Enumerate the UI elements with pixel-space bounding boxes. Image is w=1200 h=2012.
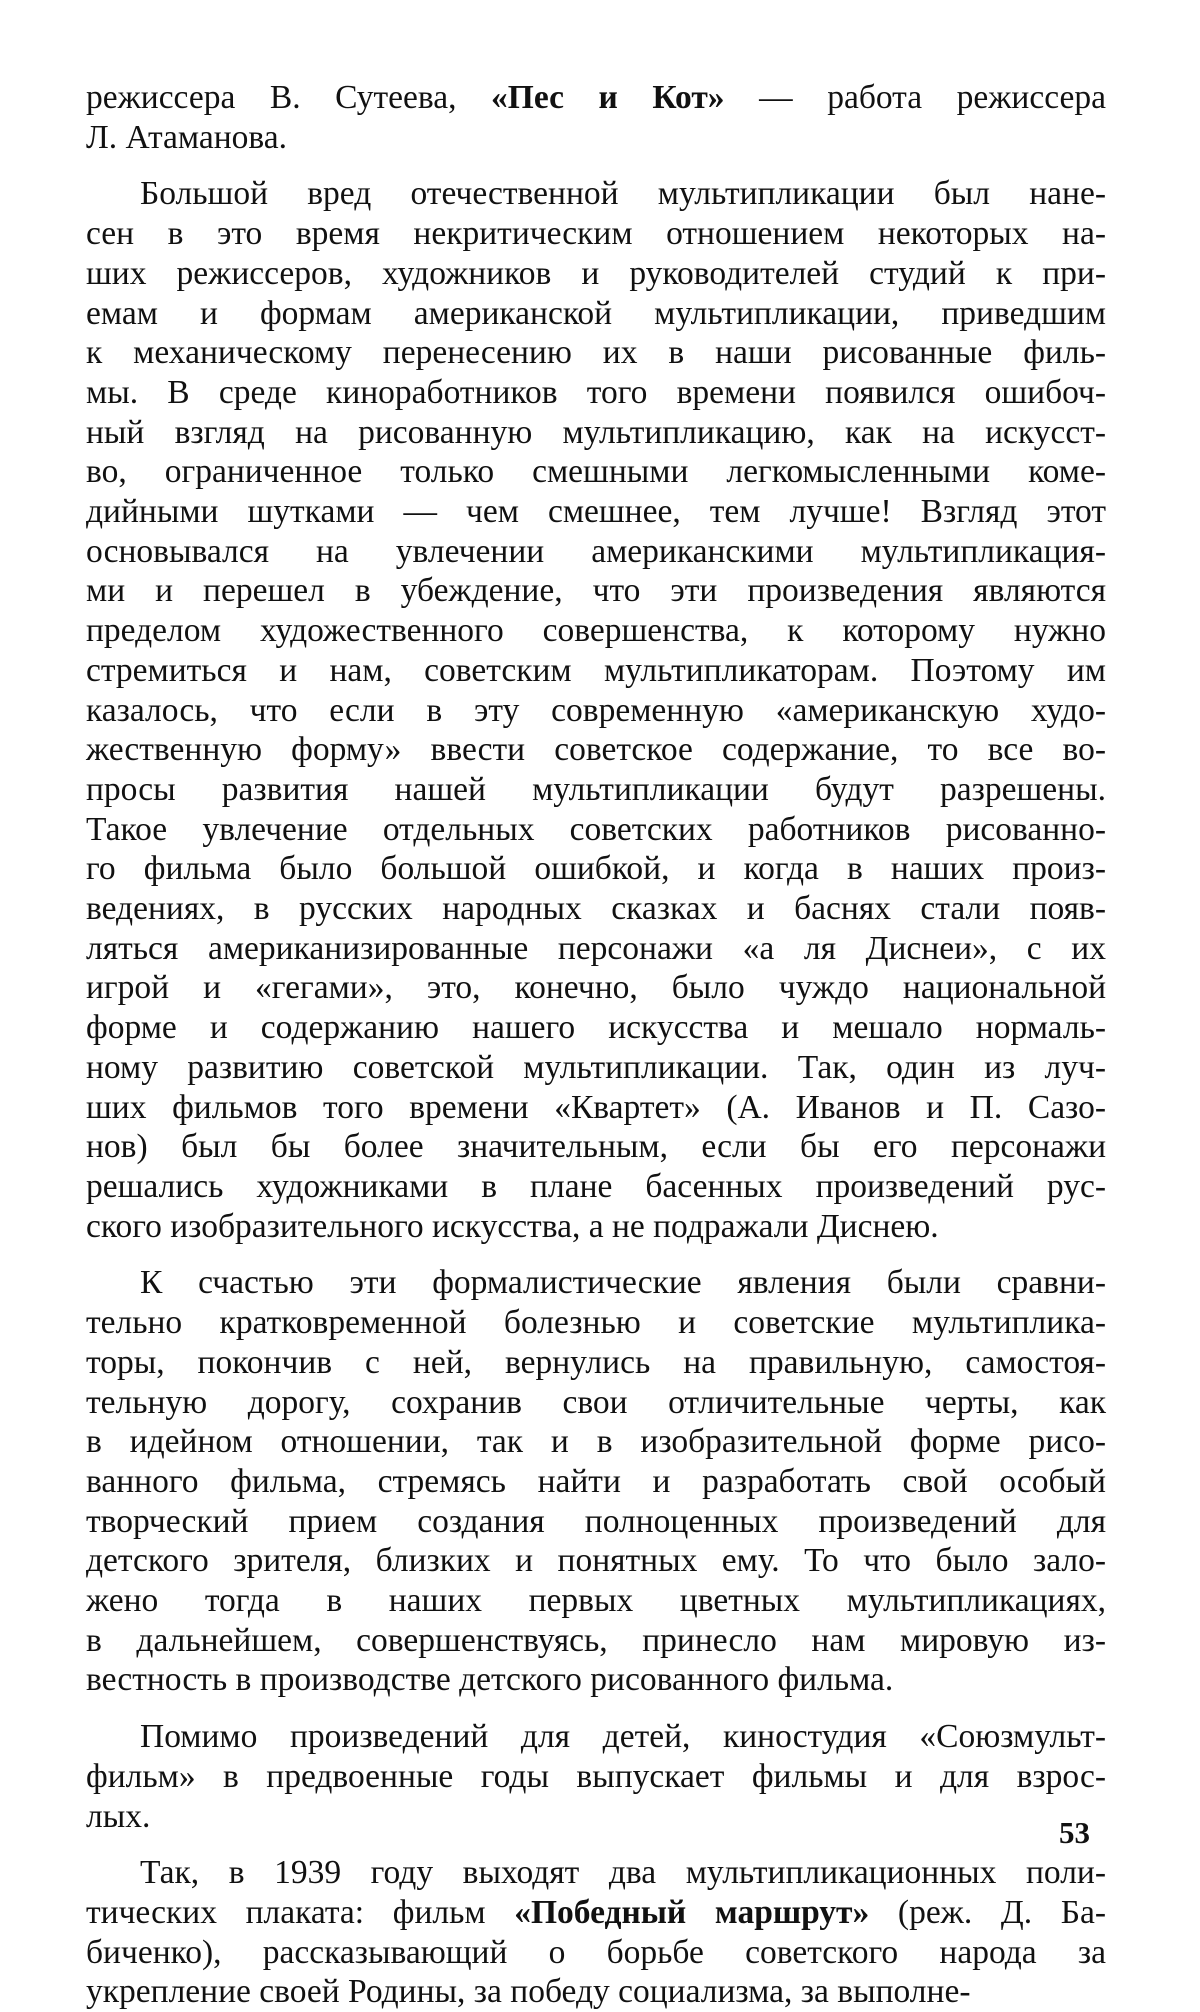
text-segment: в идейном отношении, так и в изобразительной форме рисо- [86, 1423, 1106, 1461]
text-segment: детского зрителя, близких и понятных ему. То что было зало- [86, 1542, 1106, 1580]
text-segment: К счастью эти формалистические явления были сравни- [140, 1264, 1106, 1302]
page-number: 53 [1059, 1815, 1090, 1850]
text-line [86, 1207, 1106, 1247]
text-segment: ляться американизированные персонажи «а ля Диснеи», с их [86, 929, 1106, 967]
paragraph [86, 174, 1106, 1246]
text-segment: ванного фильма, стремясь найти и разработать свой особый [86, 1462, 1106, 1500]
text-segment: емам и формам американской мультипликации, приведшим [86, 294, 1106, 332]
text-segment: Так, в 1939 году выходят два мультипликационных поли- [140, 1854, 1106, 1892]
text-line [86, 1972, 1106, 2012]
text-segment: дийными шутками — чем смешнее, тем лучше! Взгляд этот [86, 493, 1106, 531]
text-segment: жено тогда в наших первых цветных мультипликациях, [86, 1582, 1106, 1620]
text-line [86, 1008, 1106, 1048]
text-line [86, 1621, 1106, 1661]
film-title: «Пес и Кот» [491, 79, 725, 116]
text-segment: основывался на увлечении американскими мультипликация- [86, 532, 1106, 570]
text-line [86, 889, 1106, 929]
text-line [86, 929, 1106, 969]
paragraph [86, 1853, 1106, 2012]
text-line [86, 1263, 1106, 1303]
text-segment: лых. [86, 1797, 151, 1835]
text-line [86, 492, 1106, 532]
text-line [86, 174, 1106, 214]
text-segment: форме и содержанию нашего искусства и мешало нормаль- [86, 1009, 1106, 1047]
text-line [86, 1933, 1106, 1973]
text-line [86, 1088, 1106, 1128]
text-line [86, 452, 1106, 492]
text-line [86, 810, 1106, 850]
paragraph [86, 1717, 1106, 1836]
text-line [86, 730, 1106, 770]
text-segment: режиссера В. Сутеева, [86, 79, 492, 116]
text-line [86, 1797, 1106, 1837]
text-line [86, 373, 1106, 413]
text-segment: во, ограниченное только смешными легкомысленными коме- [86, 453, 1106, 491]
text-line [86, 1462, 1106, 1502]
paragraph [86, 1263, 1106, 1700]
text-segment: тических плаката: фильм [86, 1893, 515, 1931]
text-line [86, 770, 1106, 810]
text-line [86, 1422, 1106, 1462]
paragraph [86, 78, 1106, 157]
text-line [86, 1757, 1106, 1797]
text-line [86, 611, 1106, 651]
text-segment: торы, покончив с ней, вернулись на правильную, самостоя- [86, 1343, 1106, 1381]
text-line [86, 651, 1106, 691]
text-segment: игрой и «гегами», это, конечно, было чуждо национальной [86, 969, 1106, 1007]
text-line [86, 532, 1106, 572]
paragraph-gap [86, 1246, 1106, 1263]
text-line [86, 1717, 1106, 1757]
text-segment: жественную форму» ввести советское содержание, то все во- [86, 731, 1106, 769]
text-segment: Такое увлечение отдельных советских работников рисованно- [86, 810, 1106, 848]
text-line [86, 214, 1106, 254]
text-segment: просы развития нашей мультипликации будут разрешены. [86, 770, 1106, 808]
text-line [86, 254, 1106, 294]
text-segment: Помимо произведений для детей, киностудия «Союзмульт- [140, 1718, 1106, 1756]
text-segment: Большой вред отечественной мультипликации был нане- [140, 175, 1106, 213]
text-line [86, 1383, 1106, 1423]
text-segment: ского изобразительного искусства, а не подражали Диснею. [86, 1207, 939, 1245]
text-segment: вестность в производстве детского рисованного фильма. [86, 1661, 894, 1699]
text-body [86, 78, 1106, 2012]
text-line [86, 1127, 1106, 1167]
text-segment: сен в это время некритическим отношением некоторых на- [86, 215, 1106, 253]
text-line [86, 968, 1106, 1008]
text-segment: ному развитию советской мультипликации. Так, один из луч- [86, 1048, 1106, 1086]
paragraph-gap [86, 1836, 1106, 1853]
text-segment: решались художниками в плане басенных произведений рус- [86, 1167, 1106, 1205]
text-segment: го фильма было большой ошибкой, и когда в наших произ- [86, 850, 1106, 888]
text-line [86, 691, 1106, 731]
text-line [86, 1541, 1106, 1581]
text-line [86, 1853, 1106, 1893]
text-line [86, 1660, 1106, 1700]
text-line [86, 118, 1106, 158]
text-segment: казалось, что если в эту современную «американскую худо- [86, 691, 1106, 729]
text-segment: (реж. Д. Ба- [869, 1893, 1106, 1931]
text-line [86, 571, 1106, 611]
text-segment: ших фильмов того времени «Квартет» (А. Иванов и П. Сазо- [86, 1088, 1106, 1126]
text-segment: — работа режиссера [724, 79, 1106, 116]
film-title: «Победный маршрут» [514, 1893, 870, 1931]
text-segment: Л. Атаманова. [86, 118, 288, 156]
text-segment: биченко), рассказывающий о борьбе советского народа за [86, 1933, 1106, 1971]
text-segment: фильм» в предвоенные годы выпускает фильмы и для взрос- [86, 1757, 1106, 1795]
text-line [86, 1343, 1106, 1383]
text-segment: ведениях, в русских народных сказках и баснях стали появ- [86, 890, 1106, 928]
text-segment: к механическому перенесению их в наши рисованные филь- [86, 334, 1106, 372]
text-line [86, 1581, 1106, 1621]
text-line [86, 294, 1106, 334]
text-segment: в дальнейшем, совершенствуясь, принесло нам мировую из- [86, 1621, 1106, 1659]
text-line [86, 333, 1106, 373]
text-line [86, 1502, 1106, 1542]
text-segment: ми и перешел в убеждение, что эти произведения являются [86, 572, 1106, 610]
paragraph-gap [86, 157, 1106, 174]
text-segment: нов) был бы более значительным, если бы его персонажи [86, 1128, 1106, 1166]
text-line [86, 1167, 1106, 1207]
text-line [86, 413, 1106, 453]
text-segment: ный взгляд на рисованную мультипликацию, как на искусст- [86, 413, 1106, 451]
text-segment: тельную дорогу, сохранив свои отличительные черты, как [86, 1383, 1106, 1421]
text-segment: ших режиссеров, художников и руководителей студий к при- [86, 254, 1106, 292]
text-segment: творческий прием создания полноценных произведений для [86, 1502, 1106, 1540]
text-segment: укрепление своей Родины, за победу социализма, за выполне- [86, 1973, 971, 2011]
text-line [86, 1303, 1106, 1343]
text-line [86, 78, 1106, 118]
text-segment: тельно кратковременной болезнью и советские мультиплика- [86, 1304, 1106, 1342]
text-line [86, 1048, 1106, 1088]
text-line [86, 849, 1106, 889]
paragraph-gap [86, 1700, 1106, 1717]
text-segment: стремиться и нам, советским мультипликаторам. Поэтому им [86, 651, 1106, 689]
text-segment: пределом художественного совершенства, к которому нужно [86, 612, 1106, 650]
text-segment: мы. В среде киноработников того времени появился ошибоч- [86, 373, 1106, 411]
